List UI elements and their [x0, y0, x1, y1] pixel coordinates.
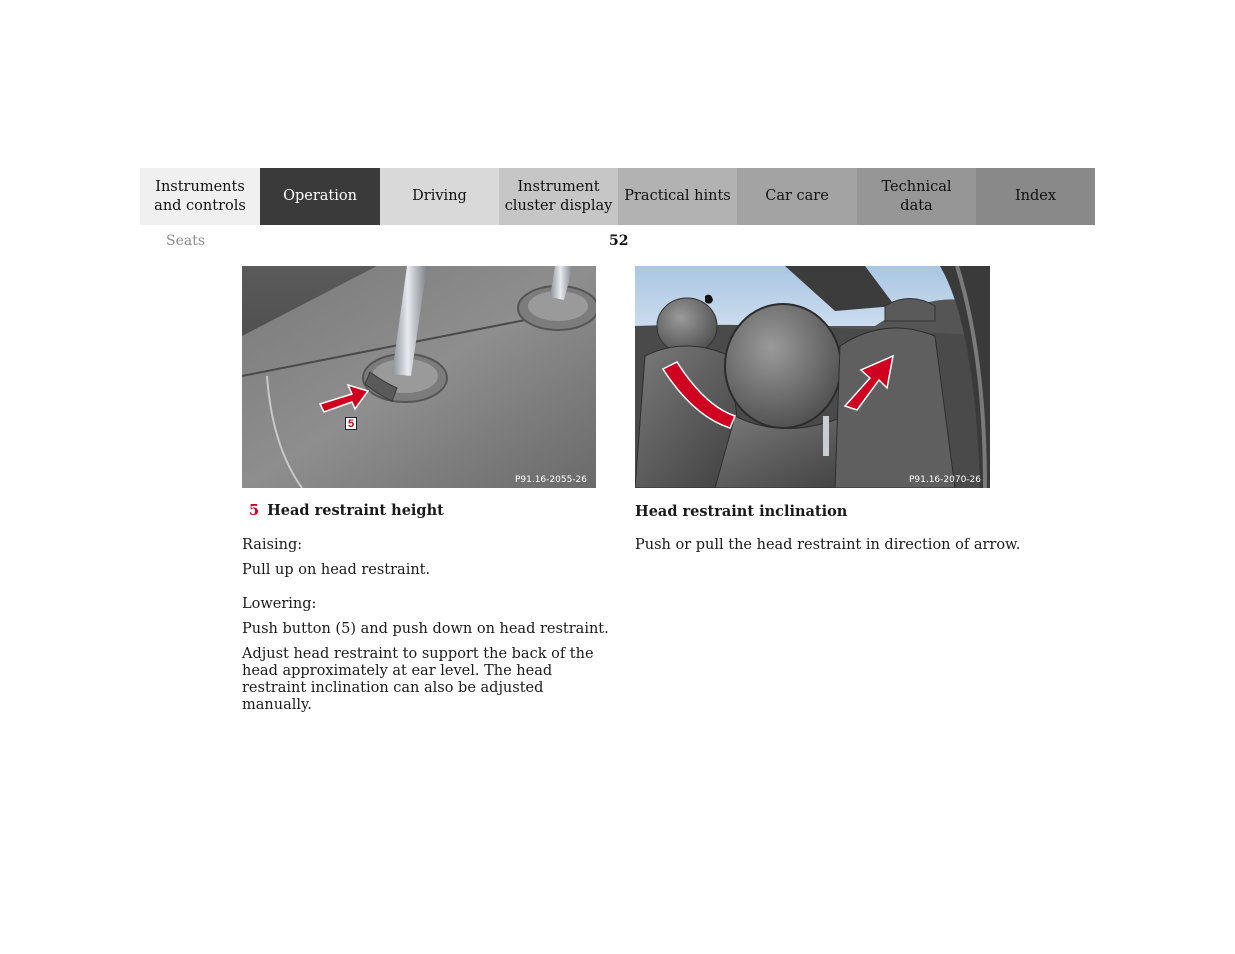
heading-text: Head restraint height: [267, 502, 444, 519]
tab-index[interactable]: [976, 168, 1095, 225]
tab-label: Technical data: [881, 178, 952, 214]
item-number: 5: [249, 502, 260, 519]
tab-label: Practical hints: [624, 188, 731, 204]
tab-label: Driving: [412, 188, 467, 204]
lowering-text: Push button (5) and push down on head restraint.: [242, 621, 609, 637]
head-restraint-inclination-heading: Head restraint inclination: [635, 503, 848, 520]
tab-label: Operation: [283, 188, 357, 204]
chapter-tabs: [140, 168, 1095, 225]
head-restraint-inclination-illustration: [635, 266, 990, 488]
callout-number: 5: [345, 417, 357, 430]
figure-code: P91.16-2055-26: [514, 475, 587, 485]
tab-technical-data[interactable]: [857, 168, 976, 225]
tab-label: Index: [1014, 188, 1057, 204]
tab-car-care[interactable]: [737, 168, 857, 225]
tab-label: Car care: [765, 188, 829, 204]
tab-instrument-cluster-display[interactable]: [499, 168, 618, 225]
seat-top-drawing: [242, 266, 596, 488]
raising-text: Pull up on head restraint.: [242, 562, 431, 578]
car-interior-drawing: [635, 266, 990, 488]
tab-driving[interactable]: [380, 168, 499, 225]
section-label: Seats: [166, 233, 206, 249]
figure-code: P91.16-2070-26: [908, 475, 981, 485]
inclination-text: Push or pull the head restraint in direction of arrow.: [635, 537, 1021, 553]
tab-label: Instruments and controls: [154, 178, 246, 214]
head-restraint-height-heading: [249, 502, 444, 519]
adjust-text: Adjust head restraint to support the back of the head approximately at ear level. The head restraint inclination can also be adjusted manually.: [242, 646, 594, 713]
tab-practical-hints[interactable]: [618, 168, 737, 225]
page-number: 52: [609, 233, 629, 249]
tab-operation[interactable]: [260, 168, 380, 225]
head-restraint-height-illustration: [242, 266, 596, 488]
lowering-label: Lowering:: [242, 596, 317, 612]
raising-label: Raising:: [242, 537, 303, 553]
tab-label: Instrument cluster display: [504, 178, 613, 214]
tab-instruments-and-controls[interactable]: [140, 168, 260, 225]
